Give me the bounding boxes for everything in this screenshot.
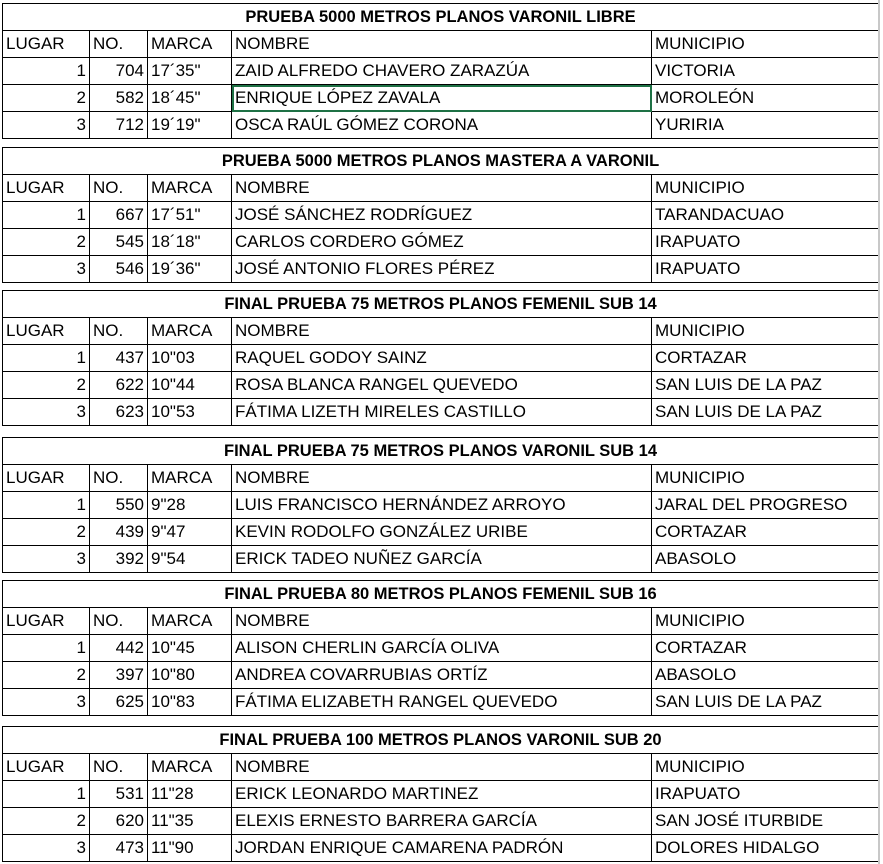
header-no[interactable]: NO. [90, 318, 148, 345]
header-municipio[interactable]: MUNICIPIO [652, 465, 879, 492]
header-marca[interactable]: MARCA [148, 608, 232, 635]
header-row [3, 318, 879, 345]
header-no[interactable]: NO. [90, 608, 148, 635]
results-table [2, 580, 879, 716]
header-lugar[interactable]: LUGAR [3, 31, 90, 58]
cell-nombre[interactable]: ZAID ALFREDO CHAVERO ZARAZÚA [232, 58, 652, 85]
cell-no[interactable]: 620 [90, 808, 148, 835]
cell-municipio[interactable]: SAN JOSÉ ITURBIDE [652, 808, 879, 835]
cell-marca[interactable]: 18´18" [148, 229, 232, 256]
header-municipio[interactable]: MUNICIPIO [652, 608, 879, 635]
table-row [3, 492, 879, 519]
cell-marca[interactable]: 10"53 [148, 399, 232, 426]
table-row [3, 85, 879, 112]
cell-marca[interactable]: 9"28 [148, 492, 232, 519]
cell-municipio[interactable]: CORTAZAR [652, 345, 879, 372]
cell-marca[interactable]: 10"83 [148, 689, 232, 716]
header-lugar[interactable]: LUGAR [3, 754, 90, 781]
table-row [3, 781, 879, 808]
cell-nombre[interactable]: ERICK TADEO NUÑEZ GARCÍA [232, 546, 652, 573]
table-row [3, 372, 879, 399]
event-title-row [3, 438, 879, 465]
cell-municipio[interactable]: IRAPUATO [652, 256, 879, 283]
header-no[interactable]: NO. [90, 465, 148, 492]
event-title-row [3, 581, 879, 608]
cell-no[interactable]: 582 [90, 85, 148, 112]
cell-lugar[interactable]: 2 [3, 519, 90, 546]
cell-lugar[interactable]: 2 [3, 229, 90, 256]
header-row [3, 31, 879, 58]
cell-nombre[interactable]: ERICK LEONARDO MARTINEZ [232, 781, 652, 808]
results-table [2, 437, 879, 573]
cell-nombre[interactable]: CARLOS CORDERO GÓMEZ [232, 229, 652, 256]
cell-marca[interactable]: 17´35" [148, 58, 232, 85]
cell-marca[interactable]: 9"54 [148, 546, 232, 573]
event-table [2, 290, 878, 426]
header-marca[interactable]: MARCA [148, 175, 232, 202]
cell-lugar[interactable]: 1 [3, 781, 90, 808]
table-row [3, 229, 879, 256]
cell-lugar[interactable]: 3 [3, 689, 90, 716]
cell-marca[interactable]: 9"47 [148, 519, 232, 546]
results-table [2, 147, 879, 283]
event-title-row [3, 727, 879, 754]
cell-no[interactable]: 622 [90, 372, 148, 399]
cell-municipio[interactable]: SAN LUIS DE LA PAZ [652, 399, 879, 426]
cell-lugar[interactable]: 2 [3, 85, 90, 112]
sheet-edge [878, 0, 880, 864]
table-row [3, 689, 879, 716]
cell-no[interactable]: 442 [90, 635, 148, 662]
cell-municipio[interactable]: MOROLEÓN [652, 85, 879, 112]
header-municipio[interactable]: MUNICIPIO [652, 318, 879, 345]
cell-lugar[interactable]: 1 [3, 492, 90, 519]
event-title[interactable]: PRUEBA 5000 METROS PLANOS VARONIL LIBRE [3, 4, 879, 31]
header-nombre[interactable]: NOMBRE [232, 608, 652, 635]
header-lugar[interactable]: LUGAR [3, 608, 90, 635]
cell-marca[interactable]: 10"45 [148, 635, 232, 662]
event-table [2, 437, 878, 573]
cell-no[interactable]: 667 [90, 202, 148, 229]
header-nombre[interactable]: NOMBRE [232, 465, 652, 492]
header-row [3, 175, 879, 202]
table-row [3, 345, 879, 372]
header-row [3, 608, 879, 635]
cell-lugar[interactable]: 1 [3, 202, 90, 229]
header-marca[interactable]: MARCA [148, 318, 232, 345]
cell-municipio[interactable]: SAN LUIS DE LA PAZ [652, 689, 879, 716]
header-row [3, 465, 879, 492]
cell-no[interactable]: 550 [90, 492, 148, 519]
cell-nombre[interactable]: JOSÉ ANTONIO FLORES PÉREZ [232, 256, 652, 283]
cell-nombre[interactable]: ENRIQUE LÓPEZ ZAVALA [232, 85, 652, 112]
cell-municipio[interactable]: IRAPUATO [652, 781, 879, 808]
event-title[interactable]: FINAL PRUEBA 80 METROS PLANOS FEMENIL SUB 16 [3, 581, 879, 608]
cell-lugar[interactable]: 3 [3, 112, 90, 139]
cell-marca[interactable]: 19´36" [148, 256, 232, 283]
header-nombre[interactable]: NOMBRE [232, 754, 652, 781]
header-no[interactable]: NO. [90, 31, 148, 58]
table-row [3, 399, 879, 426]
cell-nombre[interactable]: FÁTIMA ELIZABETH RANGEL QUEVEDO [232, 689, 652, 716]
cell-no[interactable]: 625 [90, 689, 148, 716]
cell-marca[interactable]: 11"28 [148, 781, 232, 808]
header-lugar[interactable]: LUGAR [3, 465, 90, 492]
cell-marca[interactable]: 10"80 [148, 662, 232, 689]
table-row [3, 519, 879, 546]
header-marca[interactable]: MARCA [148, 465, 232, 492]
header-nombre[interactable]: NOMBRE [232, 31, 652, 58]
table-row [3, 58, 879, 85]
cell-lugar[interactable]: 3 [3, 835, 90, 862]
cell-no[interactable]: 531 [90, 781, 148, 808]
header-municipio[interactable]: MUNICIPIO [652, 754, 879, 781]
header-no[interactable]: NO. [90, 175, 148, 202]
cell-marca[interactable]: 10"03 [148, 345, 232, 372]
table-row [3, 808, 879, 835]
cell-marca[interactable]: 11"35 [148, 808, 232, 835]
cell-no[interactable]: 473 [90, 835, 148, 862]
cell-municipio[interactable]: VICTORIA [652, 58, 879, 85]
cell-municipio[interactable]: TARANDACUAO [652, 202, 879, 229]
cell-lugar[interactable]: 2 [3, 372, 90, 399]
cell-marca[interactable]: 18´45" [148, 85, 232, 112]
cell-lugar[interactable]: 1 [3, 345, 90, 372]
cell-nombre[interactable]: ELEXIS ERNESTO BARRERA GARCÍA [232, 808, 652, 835]
cell-marca[interactable]: 19´19" [148, 112, 232, 139]
table-row [3, 256, 879, 283]
table-row [3, 635, 879, 662]
event-table [2, 726, 878, 862]
event-title-row [3, 291, 879, 318]
results-table [2, 3, 879, 139]
header-row [3, 754, 879, 781]
event-title-row [3, 148, 879, 175]
header-marca[interactable]: MARCA [148, 31, 232, 58]
results-table [2, 290, 879, 426]
event-title[interactable]: FINAL PRUEBA 75 METROS PLANOS FEMENIL SUB 14 [3, 291, 879, 318]
event-title[interactable]: FINAL PRUEBA 100 METROS PLANOS VARONIL SUB 20 [3, 727, 879, 754]
event-title[interactable]: PRUEBA 5000 METROS PLANOS MASTERA A VARONIL [3, 148, 879, 175]
cell-nombre[interactable]: ROSA BLANCA RANGEL QUEVEDO [232, 372, 652, 399]
cell-lugar[interactable]: 1 [3, 58, 90, 85]
cell-nombre[interactable]: LUIS FRANCISCO HERNÁNDEZ ARROYO [232, 492, 652, 519]
cell-lugar[interactable]: 3 [3, 399, 90, 426]
cell-lugar[interactable]: 3 [3, 256, 90, 283]
cell-municipio[interactable]: JARAL DEL PROGRESO [652, 492, 879, 519]
table-row [3, 112, 879, 139]
cell-no[interactable]: 437 [90, 345, 148, 372]
event-table [2, 580, 878, 716]
cell-no[interactable]: 704 [90, 58, 148, 85]
cell-lugar[interactable]: 3 [3, 546, 90, 573]
cell-marca[interactable]: 11"90 [148, 835, 232, 862]
header-nombre[interactable]: NOMBRE [232, 318, 652, 345]
cell-municipio[interactable]: ABASOLO [652, 662, 879, 689]
cell-municipio[interactable]: SAN LUIS DE LA PAZ [652, 372, 879, 399]
cell-no[interactable]: 545 [90, 229, 148, 256]
event-title[interactable]: FINAL PRUEBA 75 METROS PLANOS VARONIL SUB 14 [3, 438, 879, 465]
header-nombre[interactable]: NOMBRE [232, 175, 652, 202]
event-table [2, 3, 878, 139]
cell-nombre[interactable]: JOSÉ SÁNCHEZ RODRÍGUEZ [232, 202, 652, 229]
event-table [2, 147, 878, 283]
cell-municipio[interactable]: ABASOLO [652, 546, 879, 573]
header-no[interactable]: NO. [90, 754, 148, 781]
cell-nombre[interactable]: KEVIN RODOLFO GONZÁLEZ URIBE [232, 519, 652, 546]
cell-no[interactable]: 712 [90, 112, 148, 139]
cell-no[interactable]: 397 [90, 662, 148, 689]
cell-lugar[interactable]: 2 [3, 808, 90, 835]
header-lugar[interactable]: LUGAR [3, 175, 90, 202]
cell-no[interactable]: 439 [90, 519, 148, 546]
cell-municipio[interactable]: IRAPUATO [652, 229, 879, 256]
cell-marca[interactable]: 17´51" [148, 202, 232, 229]
header-lugar[interactable]: LUGAR [3, 318, 90, 345]
cell-no[interactable]: 392 [90, 546, 148, 573]
event-title-row [3, 4, 879, 31]
cell-municipio[interactable]: CORTAZAR [652, 519, 879, 546]
cell-no[interactable]: 546 [90, 256, 148, 283]
cell-municipio[interactable]: YURIRIA [652, 112, 879, 139]
results-table [2, 726, 879, 862]
table-row [3, 835, 879, 862]
table-row [3, 202, 879, 229]
cell-lugar[interactable]: 2 [3, 662, 90, 689]
header-marca[interactable]: MARCA [148, 754, 232, 781]
cell-nombre[interactable]: FÁTIMA LIZETH MIRELES CASTILLO [232, 399, 652, 426]
cell-municipio[interactable]: DOLORES HIDALGO [652, 835, 879, 862]
header-municipio[interactable]: MUNICIPIO [652, 31, 879, 58]
cell-nombre[interactable]: ANDREA COVARRUBIAS ORTÍZ [232, 662, 652, 689]
cell-municipio[interactable]: CORTAZAR [652, 635, 879, 662]
header-municipio[interactable]: MUNICIPIO [652, 175, 879, 202]
cell-nombre[interactable]: RAQUEL GODOY SAINZ [232, 345, 652, 372]
cell-nombre[interactable]: JORDAN ENRIQUE CAMARENA PADRÓN [232, 835, 652, 862]
table-row [3, 662, 879, 689]
cell-nombre[interactable]: ALISON CHERLIN GARCÍA OLIVA [232, 635, 652, 662]
cell-lugar[interactable]: 1 [3, 635, 90, 662]
table-row [3, 546, 879, 573]
cell-marca[interactable]: 10"44 [148, 372, 232, 399]
cell-no[interactable]: 623 [90, 399, 148, 426]
cell-nombre[interactable]: OSCA RAÚL GÓMEZ CORONA [232, 112, 652, 139]
